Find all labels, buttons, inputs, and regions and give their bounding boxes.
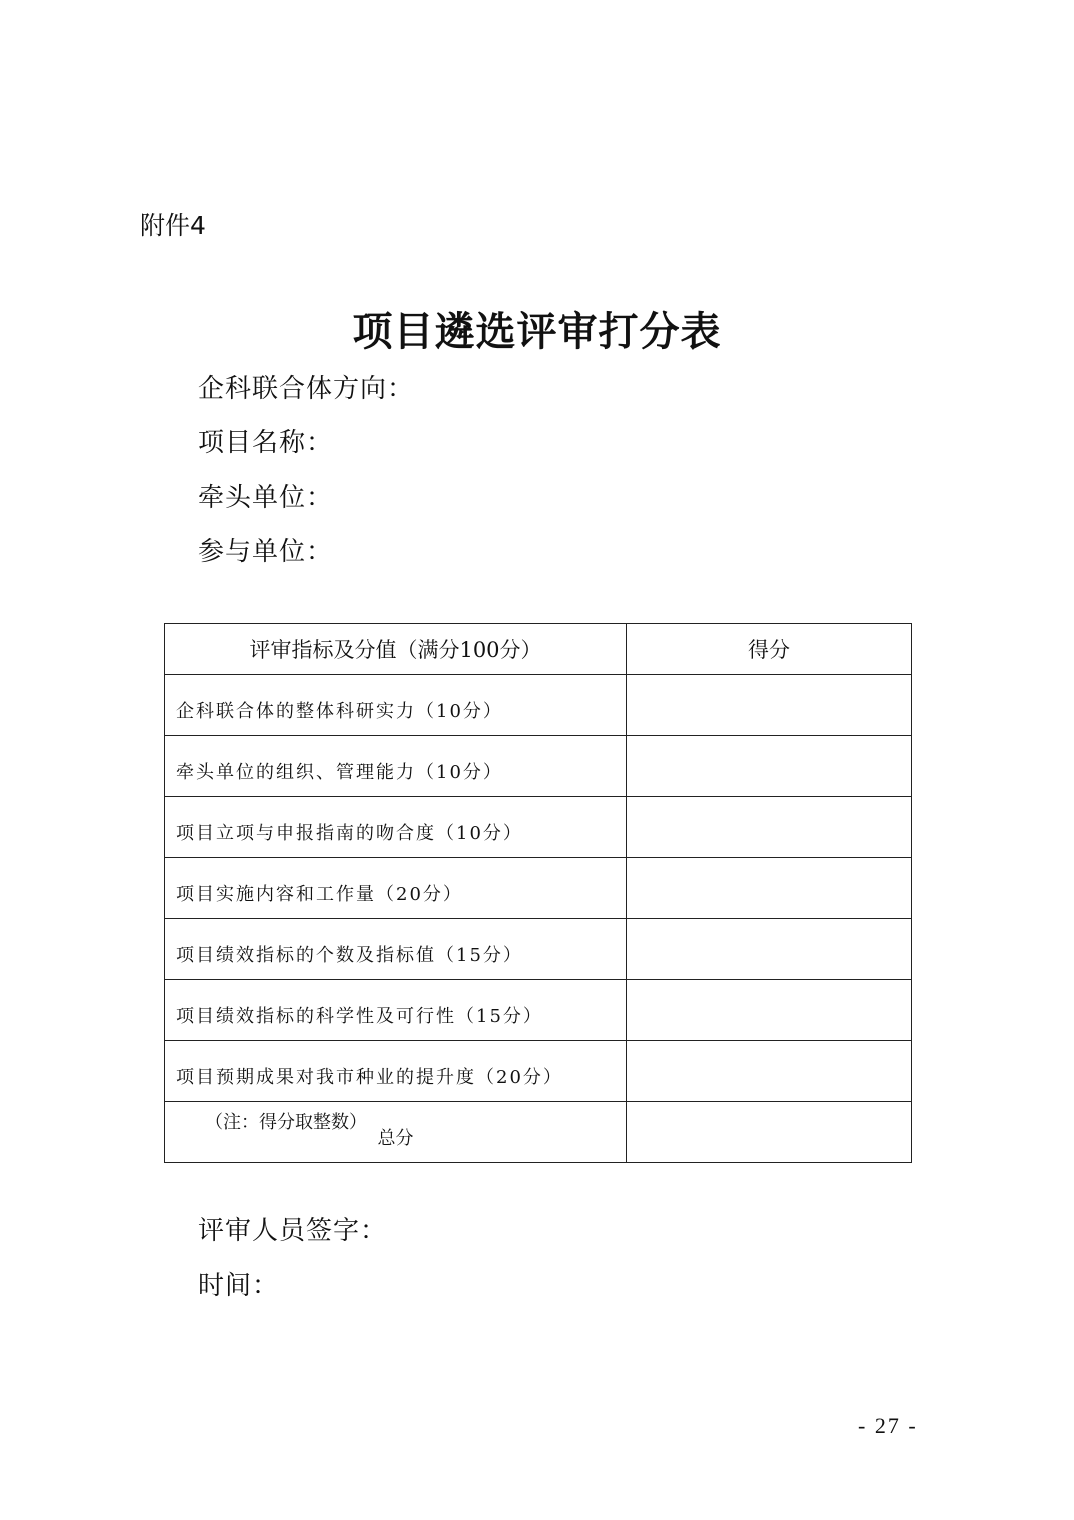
reviewer-signature-label: 评审人员签字： bbox=[198, 1216, 388, 1246]
criteria-column-header: 评审指标及分值（满分100分） bbox=[165, 624, 627, 675]
table-row bbox=[165, 797, 912, 858]
criterion-cell: 项目绩效指标的科学性及可行性（15分） bbox=[165, 980, 627, 1041]
table-row bbox=[165, 675, 912, 736]
table-row bbox=[165, 1041, 912, 1102]
score-cell[interactable] bbox=[627, 858, 912, 919]
score-column-header: 得分 bbox=[627, 624, 912, 675]
direction-field-label: 企科联合体方向： bbox=[198, 374, 415, 404]
participants-field-label: 参与单位： bbox=[198, 537, 334, 567]
score-cell[interactable] bbox=[627, 675, 912, 736]
table-row bbox=[165, 858, 912, 919]
project-name-field-label: 项目名称： bbox=[198, 428, 334, 458]
lead-unit-field-label: 牵头单位： bbox=[198, 483, 334, 513]
criterion-cell: 牵头单位的组织、管理能力（10分） bbox=[165, 736, 627, 797]
table-header-row bbox=[165, 624, 912, 675]
criterion-cell: 项目立项与申报指南的吻合度（10分） bbox=[165, 797, 627, 858]
criterion-cell: 项目预期成果对我市种业的提升度（20分） bbox=[165, 1041, 627, 1102]
form-title: 项目遴选评审打分表 bbox=[352, 308, 722, 355]
scoring-note: （注：得分取整数） bbox=[205, 1112, 367, 1133]
scoring-table bbox=[164, 623, 912, 1163]
table-row bbox=[165, 980, 912, 1041]
page-number: - 27 - bbox=[858, 1413, 918, 1438]
time-label: 时间： bbox=[198, 1271, 280, 1301]
criterion-cell: 项目绩效指标的个数及指标值（15分） bbox=[165, 919, 627, 980]
table-row bbox=[165, 736, 912, 797]
criterion-cell: 项目实施内容和工作量（20分） bbox=[165, 858, 627, 919]
score-cell[interactable] bbox=[627, 736, 912, 797]
total-score-cell[interactable] bbox=[627, 1102, 912, 1163]
table-row bbox=[165, 919, 912, 980]
attachment-label: 附件4 bbox=[140, 211, 206, 240]
score-cell[interactable] bbox=[627, 1041, 912, 1102]
score-cell[interactable] bbox=[627, 797, 912, 858]
score-cell[interactable] bbox=[627, 980, 912, 1041]
score-cell[interactable] bbox=[627, 919, 912, 980]
criterion-cell: 企科联合体的整体科研实力（10分） bbox=[165, 675, 627, 736]
total-label-cell: 总分 bbox=[165, 1102, 627, 1163]
